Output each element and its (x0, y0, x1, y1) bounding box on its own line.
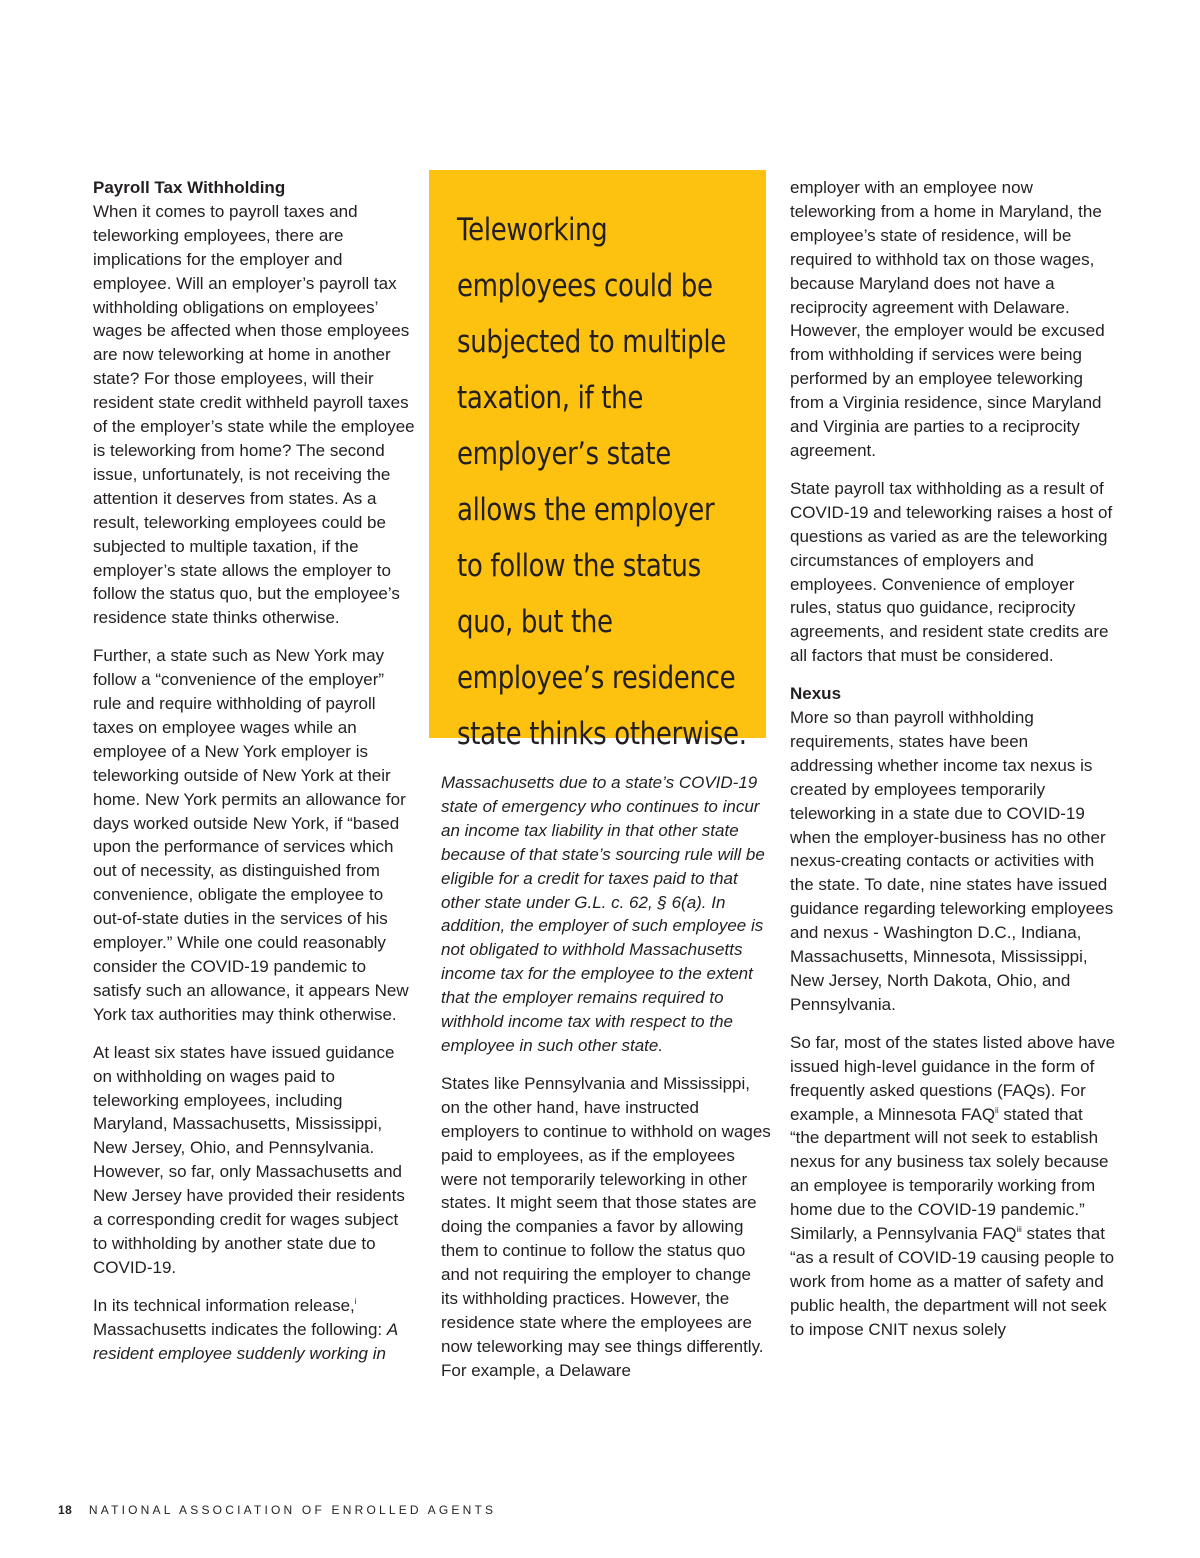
quoted-text: Massachusetts due to a state’s COVID-19 state of emergency who continues to incur an income tax liability in that other state because of that state’s sourcing rule will be eligible for a credit for taxes paid to that other state under G.L. c. 62, § 6(a). In addition, the employer of such employee is not obligated to withhold Massachusetts income tax for the employee to the extent that the employer remains required to withhold income tax with respect to the employee in such other state. (441, 773, 765, 1055)
pull-quote-box (429, 170, 766, 752)
section-heading-nexus: Nexus (790, 684, 842, 704)
paragraph: When it comes to payroll taxes and teleworking employees, there are implications for the employer and employee. Will an employer’s payroll tax withholding obligations on employees’ wages be affected when those employees are now teleworking at home in another state? For those employees, will their resident state credit withheld payroll taxes of the employer’s state while the employee is teleworking from home? The second issue, unfortunately, is not receiving the attention it deserves from states. As a result, teleworking employees could be subjected to multiple taxation, if the employer’s state allows the employer to follow the status quo, but the employee’s residence state thinks otherwise. (93, 201, 415, 628)
page-footer (58, 1503, 496, 1517)
pull-quote-text: Teleworking employees could be subjected to multiple taxation, if the employer’s state allows the employer to follow the status quo, but the employee’s residence state thinks otherwise. (457, 212, 747, 752)
paragraph (93, 1294, 417, 1366)
paragraph: States like Pennsylvania and Mississippi, on the other hand, have instructed employers to continue to withhold on wages paid to employees, as if the employees were not temporarily teleworking in other states. It might seem that those states are doing the companies a favor by allowing them to continue to follow the status quo and not requiring the employer to change its withholding practices. However, the residence state where the employees are now teleworking may see things differently. For example, a Delaware (441, 1073, 771, 1380)
paragraph-text: Massachusetts indicates the following: (93, 1319, 383, 1339)
column-right (790, 176, 1116, 1356)
footnote-marker: i (354, 1296, 357, 1306)
paragraph: At least six states have issued guidance on withholding on wages paid to teleworking employees, including Maryland, Massachusetts, Mississippi, New Jersey, Ohio, and Pennsylvania. However, so far, only Massachusetts and New Jersey have provided their residents a corresponding credit for wages subject to withholding by another state due to COVID-19. (93, 1042, 405, 1277)
paragraph: More so than payroll withholding requirements, states have been addressing whether income tax nexus is created by employees temporarily teleworking in a state due to COVID-19 when the employer-business has no other nexus-creating contacts or activities with the state. To date, nine states have issued guidance regarding teleworking employees and nexus - Washington D.C., Indiana, Massachusetts, Minnesota, Mississippi, New Jersey, North Dakota, Ohio, and Pennsylvania. (790, 708, 1114, 1014)
paragraph: State payroll tax withholding as a result of COVID-19 and teleworking raises a host of questions as varied as are the teleworking circumstances of employers and employees. Convenience of employer rules, status quo guidance, reciprocity agreements, and resident state credits are all factors that must be considered. (790, 478, 1113, 666)
paragraph-text: stated that “the department will not seek to establish nexus for any business tax solely because an employee is temporarily working from home due to the COVID-19 pandemic.” Similarly, a Pennsylvania FAQ (790, 1104, 1109, 1244)
publication-name: NATIONAL ASSOCIATION OF ENROLLED AGENTS (88, 1503, 497, 1517)
paragraph (790, 1031, 1116, 1342)
column-left (93, 176, 417, 1380)
paragraph-text: In its technical information release, (93, 1295, 355, 1315)
quoted-text: A resident employee suddenly working in (93, 1319, 398, 1363)
paragraph: employer with an employee now teleworking from a home in Maryland, the employee’s state of residence, will be required to withhold tax on those wages, because Maryland does not have a reciprocity agreement with Delaware. However, the employer would be excused from withholding if services were being performed by an employee teleworking from a Virginia residence, since Maryland and Virginia are parties to a reciprocity agreement. (790, 178, 1105, 460)
section-heading-payroll: Payroll Tax Withholding (93, 178, 286, 197)
footnote-marker: ii (995, 1105, 999, 1115)
column-middle (441, 771, 771, 1397)
paragraph-text: states that “as a result of COVID-19 causing people to work from home as a matter of safety and public health, the department will not seek to impose CNIT nexus solely (790, 1224, 1115, 1339)
footnote-marker: iii (1016, 1225, 1022, 1235)
paragraph: Further, a state such as New York may follow a “convenience of the employer” rule and require withholding of payroll taxes on employee wages while an employee of a New York employer is teleworking outside of New York at their home. New York permits an allowance for days worked outside New York, if “based upon the performance of services which out of necessity, as distinguished from convenience, obligate the employee to out-of-state duties in the services of his employer.” While one could reasonably consider the COVID-19 pandemic to satisfy such an allowance, it appears New York tax authorities may think otherwise. (93, 646, 409, 1024)
paragraph-text: So far, most of the states listed above have issued high-level guidance in the form of frequently asked questions (FAQs). For example, a Minnesota FAQ (790, 1032, 1116, 1124)
page-number: 18 (58, 1503, 73, 1517)
